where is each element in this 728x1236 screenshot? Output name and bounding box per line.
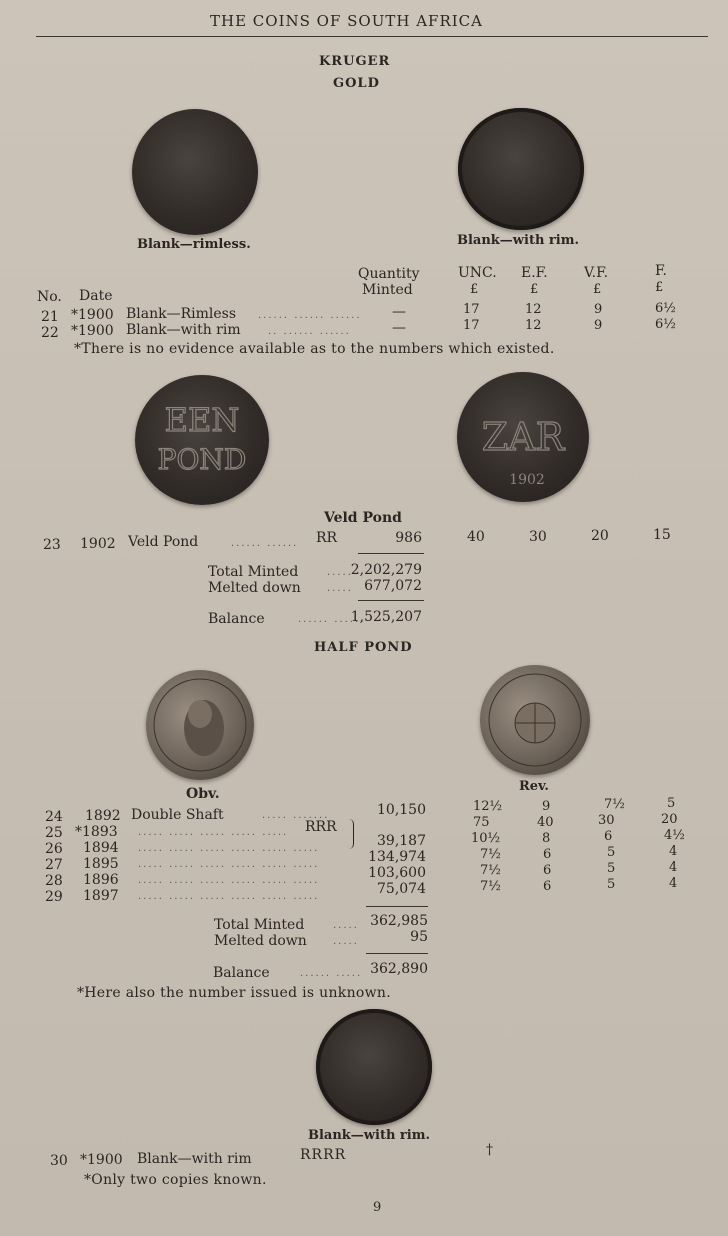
- coin-een-pond-image: [135, 375, 269, 505]
- row-unc: 17: [463, 302, 480, 317]
- dots: .....: [327, 567, 353, 578]
- row-desc: Veld Pond: [128, 534, 199, 550]
- coin-blank-with-rim-image: [458, 108, 584, 230]
- row-unc: 7½: [480, 863, 501, 878]
- row-qty: 75,074: [377, 881, 426, 897]
- row-rarity: RR: [316, 530, 338, 546]
- melted-value: 95: [410, 929, 428, 945]
- row-vf: 9: [594, 302, 603, 317]
- col-unc: UNC.: [458, 265, 497, 281]
- row-no: 24: [45, 809, 63, 825]
- dots: ...... .....: [300, 968, 363, 979]
- row-qty: 103,600: [368, 865, 426, 881]
- row-ef: 30: [529, 529, 547, 545]
- row-unc: 17: [463, 318, 480, 333]
- col-date: Date: [79, 288, 113, 304]
- row-date: 1894: [83, 840, 119, 856]
- row-vf: 6: [604, 829, 613, 844]
- caption-rev: Rev.: [519, 779, 549, 794]
- row-vf: 7½: [604, 797, 625, 812]
- coin-reverse-image: [480, 665, 590, 775]
- row-no: 25: [45, 825, 63, 841]
- total-minted-value: 362,985: [370, 913, 428, 929]
- section-title-half-pond: HALF POND: [314, 640, 413, 655]
- melted-value: 677,072: [364, 578, 422, 594]
- coin-pond-text: POND: [157, 443, 247, 476]
- col-unc-unit: £: [470, 282, 479, 297]
- row-dots: ..... ..... ..... ..... ..... .....: [138, 875, 320, 886]
- row-vf: 30: [598, 813, 615, 828]
- coin-zar-image: [457, 372, 589, 502]
- row-dots: ..... ..... ..... ..... ..... .....: [138, 859, 320, 870]
- row-no: 28: [45, 873, 63, 889]
- row-ef: 40: [537, 815, 554, 830]
- col-minted: Minted: [362, 282, 413, 298]
- col-quantity: Quantity: [358, 266, 420, 282]
- page-number: 9: [373, 1200, 382, 1215]
- row-vf: 5: [607, 861, 616, 876]
- row-date: 1892: [85, 808, 121, 824]
- row-f: 6½: [655, 301, 676, 316]
- row-desc: Double Shaft: [131, 807, 224, 823]
- row-unc: 75: [473, 815, 490, 830]
- footnote: *There is no evidence available as to the numbers which existed.: [74, 341, 555, 357]
- row-no: 21: [41, 309, 59, 325]
- melted-label: Melted down: [208, 580, 301, 596]
- row-f: 4: [669, 844, 678, 859]
- row-date: 1897: [83, 888, 119, 904]
- total-minted-label: Total Minted: [208, 564, 299, 580]
- row-dots: ..... ..... ..... ..... .....: [138, 827, 289, 838]
- row-dots: ..... ..... ..... ..... ..... .....: [138, 843, 320, 854]
- row-no: 23: [43, 537, 61, 553]
- row-desc: Blank—Rimless: [126, 306, 237, 322]
- rarity-rrr: RRR: [305, 819, 337, 835]
- balance-label: Balance: [208, 611, 265, 627]
- coin-blank-rimless-image: [132, 109, 258, 235]
- section-title: KRUGER: [319, 54, 391, 69]
- sum-rule: [358, 600, 424, 601]
- col-f: F.: [655, 263, 667, 279]
- row-vf: 9: [594, 318, 603, 333]
- row-ef: 9: [542, 799, 551, 814]
- row-qty: 10,150: [377, 802, 426, 818]
- coin-obverse-image: [146, 670, 254, 780]
- coin-year-text: 1902: [509, 472, 545, 488]
- balance-value: 362,890: [370, 961, 428, 977]
- row-date: 1895: [83, 856, 119, 872]
- row-unc: 10½: [471, 831, 501, 846]
- row-f: 6½: [655, 317, 676, 332]
- row-unc: 40: [467, 529, 485, 545]
- dots: .....: [333, 936, 359, 947]
- balance-value: 1,525,207: [350, 609, 422, 625]
- row-rarity: RRRR: [300, 1147, 347, 1163]
- row-no: 29: [45, 889, 63, 905]
- caption-blank-with-rim: Blank—with rim.: [457, 233, 579, 248]
- row-dots: .. ...... ......: [268, 326, 351, 337]
- caption-obv: Obv.: [186, 786, 220, 802]
- row-qty: —: [392, 320, 406, 336]
- section-subtitle: GOLD: [333, 76, 380, 91]
- melted-label: Melted down: [214, 933, 307, 949]
- rrr-bracket: [349, 819, 354, 849]
- row-dots: ..... ..... ..... ..... ..... .....: [138, 891, 320, 902]
- sum-rule: [366, 953, 428, 954]
- row-dots: ...... ......: [231, 538, 299, 549]
- row-unc: 7½: [480, 847, 501, 862]
- row-date: *1900: [71, 307, 114, 323]
- coin-blank-with-rim-image-2: [316, 1009, 432, 1125]
- row-no: 22: [41, 325, 59, 341]
- dots: .....: [333, 920, 359, 931]
- row-date: *1893: [75, 824, 118, 840]
- footnote: *Here also the number issued is unknown.: [77, 985, 391, 1001]
- footnote: *Only two copies known.: [84, 1172, 267, 1188]
- row-qty: 986: [395, 530, 422, 546]
- row-vf: 5: [607, 845, 616, 860]
- dagger-mark: †: [486, 1142, 493, 1158]
- row-no: 30: [50, 1153, 68, 1169]
- sum-rule: [366, 906, 428, 907]
- row-ef: 8: [542, 831, 551, 846]
- balance-label: Balance: [213, 965, 270, 981]
- col-no: No.: [37, 289, 62, 305]
- row-date: 1902: [80, 536, 116, 552]
- row-date: *1900: [71, 323, 114, 339]
- total-minted-label: Total Minted: [214, 917, 305, 933]
- row-ef: 6: [543, 863, 552, 878]
- row-no: 26: [45, 841, 63, 857]
- row-f: 4½: [664, 828, 685, 843]
- coin-zar-text: ZAR: [481, 415, 565, 459]
- caption-blank-rimless: Blank—rimless.: [137, 237, 251, 252]
- row-f: 4: [669, 876, 678, 891]
- row-date: *1900: [80, 1152, 123, 1168]
- col-vf: V.F.: [584, 265, 609, 281]
- caption-veld-pond: Veld Pond: [324, 510, 402, 526]
- row-ef: 6: [543, 879, 552, 894]
- col-f-unit: £: [655, 280, 664, 295]
- header-rule: [36, 36, 708, 37]
- row-qty: 39,187: [377, 833, 426, 849]
- row-qty: —: [392, 304, 406, 320]
- row-f: 15: [653, 527, 671, 543]
- row-ef: 6: [543, 847, 552, 862]
- caption-blank-with-rim-2: Blank—with rim.: [308, 1128, 430, 1143]
- row-dots: ...... ...... ......: [258, 310, 362, 321]
- row-qty: 134,974: [368, 849, 426, 865]
- total-minted-value: 2,202,279: [350, 562, 422, 578]
- row-vf: 20: [591, 528, 609, 544]
- row-vf: 5: [607, 877, 616, 892]
- row-f: 20: [661, 812, 678, 827]
- row-dots: ..... .......: [262, 810, 330, 821]
- row-ef: 12: [525, 318, 542, 333]
- coin-een-text: EEN: [164, 401, 240, 439]
- row-desc: Blank—with rim: [126, 322, 241, 338]
- sum-rule: [358, 553, 424, 554]
- page-header: THE COINS OF SOUTH AFRICA: [210, 12, 483, 30]
- col-vf-unit: £: [593, 282, 602, 297]
- col-ef-unit: £: [530, 282, 539, 297]
- row-date: 1896: [83, 872, 119, 888]
- row-unc: 12½: [473, 799, 503, 814]
- row-unc: 7½: [480, 879, 501, 894]
- row-no: 27: [45, 857, 63, 873]
- row-ef: 12: [525, 302, 542, 317]
- row-desc: Blank—with rim: [137, 1151, 252, 1167]
- row-f: 5: [667, 796, 676, 811]
- row-f: 4: [669, 860, 678, 875]
- col-ef: E.F.: [521, 265, 548, 281]
- dots: ...... ......: [298, 614, 366, 625]
- dots: .....: [327, 583, 353, 594]
